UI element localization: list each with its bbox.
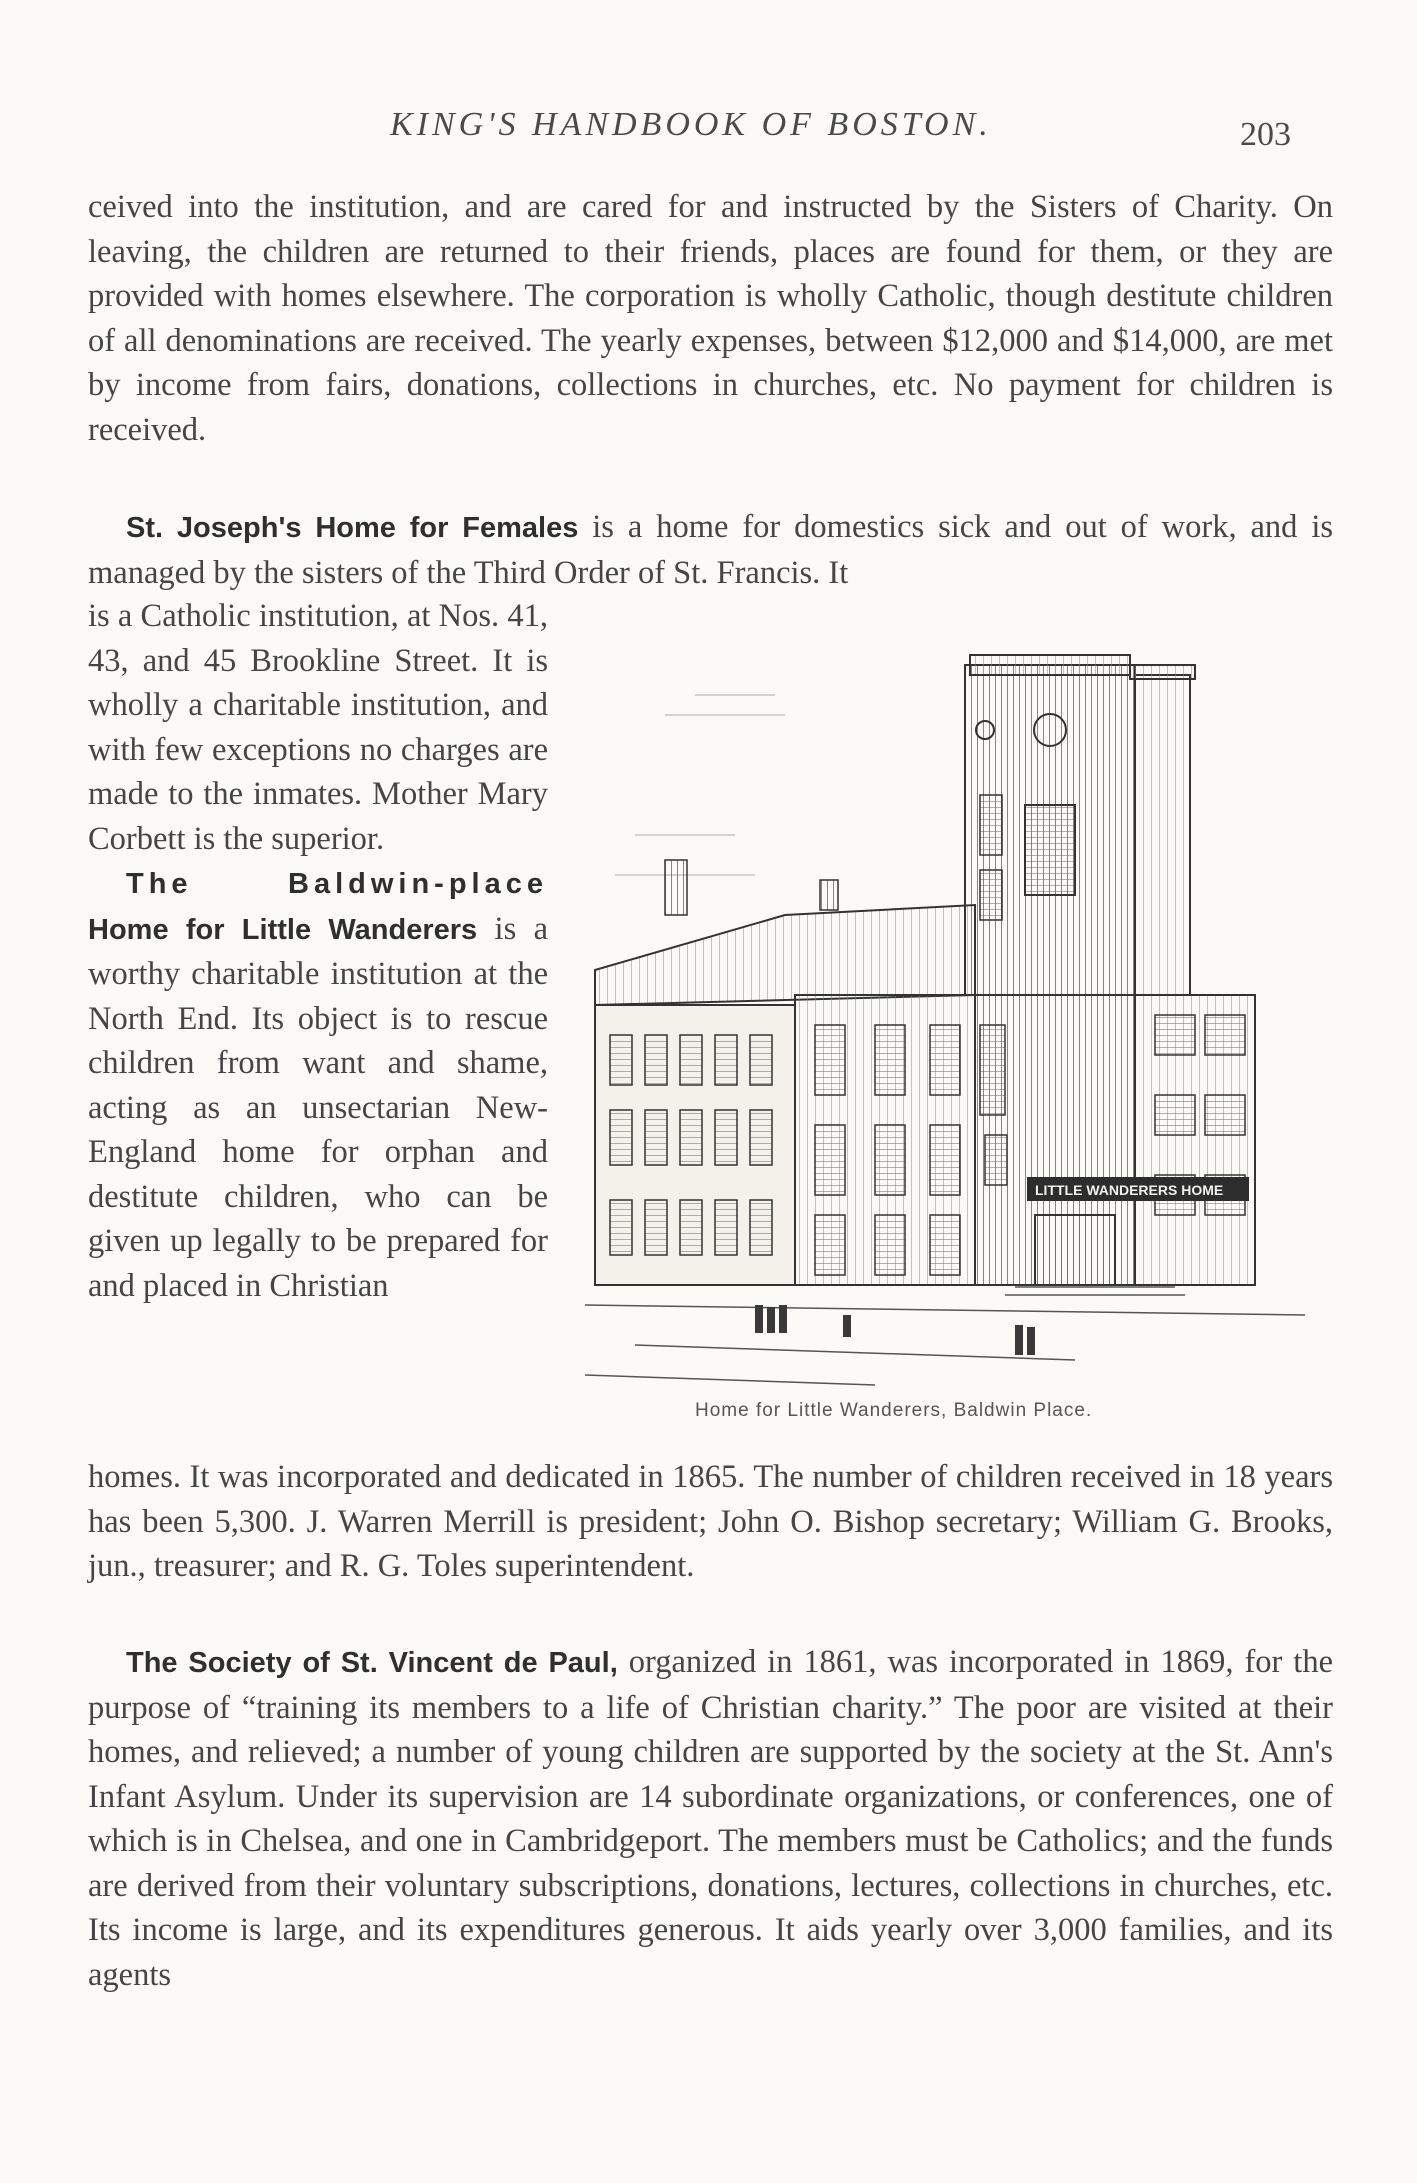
running-title: KING'S HANDBOOK OF BOSTON. — [390, 106, 992, 143]
figure-caption: Home for Little Wanderers, Baldwin Place. — [695, 1400, 1093, 1421]
paragraph-st-vincent — [88, 1640, 1333, 1997]
doorway — [1035, 1215, 1115, 1285]
ground — [585, 1287, 1305, 1385]
building-engraving — [575, 615, 1315, 1415]
baldwin-wide-text: homes. It was incorporated and dedicated in 1865. The number of children received in 18 years has been 5,300. J. Warren Merrill is president; John O. Bishop secretary; William G. Brooks, jun., treasurer; and R. G. Toles superintendent. — [88, 1459, 1333, 1584]
vincent-lead: The Society of St. Vincent de Paul, — [126, 1647, 618, 1679]
st-joseph-wide-text: is a home for domestics sick and out of work, and is managed by the sisters of the Third Order of St. Francis. It — [88, 509, 1334, 591]
paragraph-text: ceived into the institution, and are cared for and instructed by the Sisters of Charity. On leaving, the children are returned to their friends, places are found for them, or they are provided with homes elsewhere. The corporation is wholly Catholic, though destitute children of all denominations are received. The yearly expenses, between $12,000 and $14,000, are met by income from fairs, donations, collections in churches, etc. No payment for children is received. — [88, 189, 1333, 448]
vincent-body: organized in 1861, was incorporated in 1869, for the purpose of “training its members to a life of Christian charity.” The poor are visited at their homes, and relieved; a number of young children are supported by the society at the St. Ann's Infant Asylum. Under its supervision are 14 subordinate organizations, or conferences, one of which is in Chelsea, and one in Cambridgeport. The members must be Catholics; and the funds are derived from their voluntary subscriptions, donations, lectures, collections in churches, etc. Its income is large, and its expenditures generous. It aids yearly over 3,000 families, and its agents — [88, 1644, 1333, 1993]
st-joseph-narrow-text: is a Catholic institution, at Nos. 41, 43, and 45 Brookline Street. It is wholly a charitable institution, and with few exceptions no charges are made to the inmates. Mother Mary Corbett is the superior. — [88, 598, 548, 857]
baldwin-lead-2: Home for Little Wanderers — [88, 913, 478, 946]
engraving-home-for-little-wanderers — [575, 615, 1315, 1415]
paragraph-baldwin-wide — [88, 1455, 1333, 1589]
baldwin-lead-1: The Baldwin-place — [126, 868, 548, 900]
baldwin-narrow-text: is a worthy charitable institution at the North End. Its object is to rescue children from want and shame, acting as an unsectarian New-England home for orphan and destitute children, who can be given up legally to be prepared for and placed in Christian — [88, 910, 549, 1304]
page-number: 203 — [1240, 116, 1291, 153]
paragraph-st-joseph-wide — [88, 505, 1333, 595]
st-joseph-lead: St. Joseph's Home for Females — [126, 512, 579, 544]
narrow-column — [88, 594, 548, 1308]
page-header — [0, 106, 1417, 156]
people-figures — [755, 1305, 1035, 1355]
sky-lines — [615, 695, 785, 875]
sign-text: LITTLE WANDERERS HOME — [1035, 1182, 1224, 1198]
paragraph-sisters-of-charity — [88, 185, 1333, 452]
tower — [965, 655, 1195, 995]
